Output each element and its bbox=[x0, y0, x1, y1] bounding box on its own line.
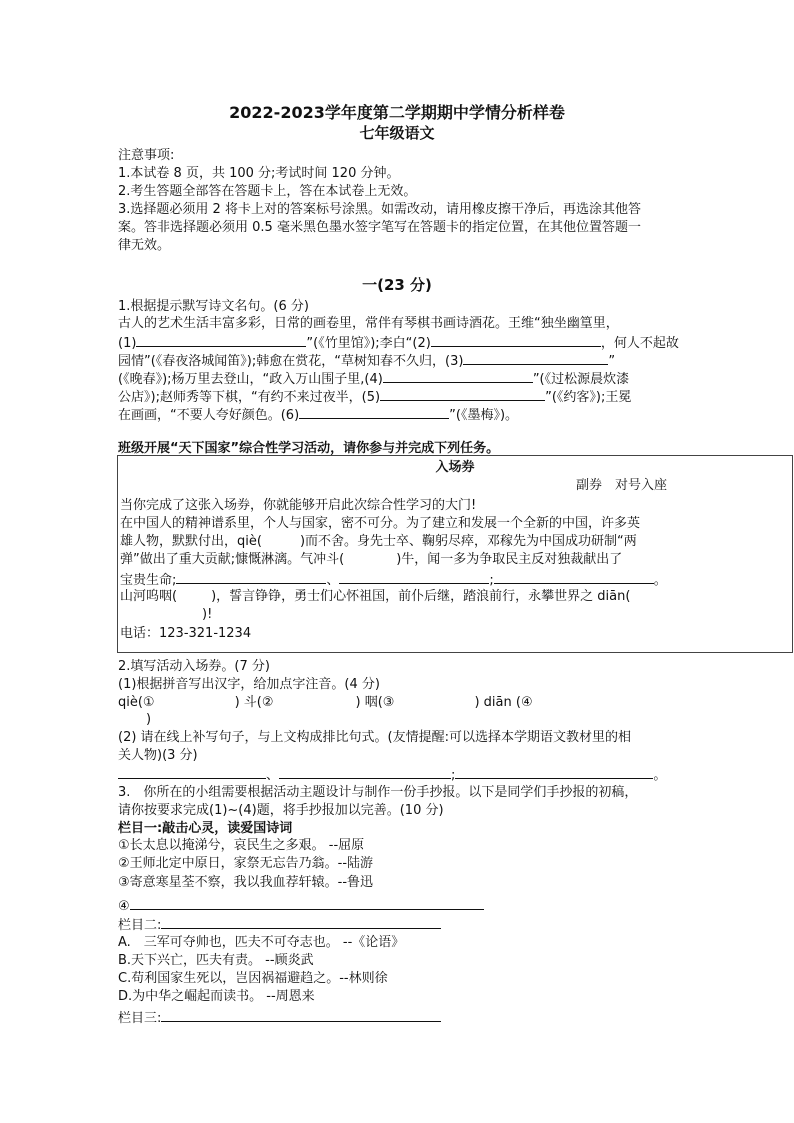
column-1-heading: 栏目一:敲击心灵，读爱国诗词 bbox=[118, 821, 293, 836]
ticket-blank-b[interactable] bbox=[339, 569, 489, 584]
q1-tail-2: ，何人不起故 bbox=[600, 336, 679, 351]
ticket-line-5-head: 宝贵生命; bbox=[120, 573, 177, 588]
q1-source-1: ”(《竹里馆》);李白“(2) bbox=[306, 336, 431, 351]
q1-para-1: 古人的艺术生活丰富多彩，日常的画卷里，常伴有琴棋书画诗酒花。王维“独坐幽篁里， bbox=[118, 316, 619, 331]
column-3-row bbox=[118, 1007, 441, 1028]
q1-tail-4: ”(《过松源晨炊漆 bbox=[532, 372, 630, 387]
poem-4-blank[interactable] bbox=[130, 895, 484, 910]
notes-line-3a: 3.选择题必须用 2 将卡上对的答案标号涂黑。如需改动，请用橡皮擦干净后，再选涂其他答 bbox=[118, 202, 641, 217]
quote-d: D.为中华之崛起而读书。 --周恩来 bbox=[118, 989, 315, 1004]
column-2-blank[interactable] bbox=[161, 914, 441, 929]
ticket-yan-label: 山河呜咽( bbox=[120, 589, 178, 604]
q1-tail-5: ”(《约客》);王冕 bbox=[545, 390, 632, 405]
q2-pinyin-close: ) bbox=[146, 712, 152, 727]
column-3-label: 栏目三: bbox=[118, 1011, 162, 1026]
quote-b: B.天下兴亡，匹夫有责。 --顾炎武 bbox=[118, 953, 314, 968]
poem-4-row bbox=[118, 895, 484, 916]
ticket-sep: 、 bbox=[326, 573, 340, 588]
q2-answer-blank-1[interactable] bbox=[118, 764, 266, 779]
q1-title: 1.根据提示默写诗文名句。(6 分) bbox=[118, 299, 309, 314]
ticket-line-4-tail: )牛，闻一多为争取民主反对独裁献出了 bbox=[396, 552, 623, 567]
quote-c: C.苟利国家生死以，岂因祸福避趋之。--林则徐 bbox=[118, 971, 388, 986]
q2-answer-semi: ; bbox=[451, 768, 456, 783]
poem-1: ①长太息以掩涕兮，哀民生之多艰。 --屈原 bbox=[118, 838, 365, 853]
poem-4-label: ④ bbox=[118, 899, 130, 914]
poem-3: ③寄意寒星荃不察，我以我血荐轩辕。--鲁迅 bbox=[118, 875, 374, 890]
q2-answer-row bbox=[118, 764, 666, 785]
ticket-stub: 副券 对号入座 bbox=[576, 478, 668, 493]
ticket-line-3 bbox=[120, 532, 637, 551]
q1-source-3: 园情”(《春夜洛城闻笛》);韩愈在赏花，“草树知春不久归，(3) bbox=[118, 354, 464, 369]
ticket-line-3-tail: )而不舍。身先士卒、鞠躬尽瘁，邓稼先为中国成功研制“两 bbox=[299, 534, 637, 549]
q1-source-4: (《晚春》);杨万里去登山，“政入万山围子里,(4) bbox=[118, 372, 383, 387]
column-3-blank[interactable] bbox=[161, 1007, 441, 1022]
q3-line-2: 请你按要求完成(1)~(4)题，将手抄报加以完善。(10 分) bbox=[118, 803, 444, 818]
admission-ticket bbox=[117, 455, 793, 653]
q2-pinyin-1: qiè(① bbox=[118, 695, 155, 710]
notes-heading: 注意事项: bbox=[118, 148, 175, 163]
q2-sub-1: (1)根据拼音写出汉字，给加点字注音。(4 分) bbox=[118, 677, 380, 692]
q2-pinyin-row bbox=[118, 693, 533, 712]
q2-pinyin-4: ) diān (④ bbox=[474, 695, 533, 710]
ticket-qie-label: 雄人物，默默付出，qiè( bbox=[120, 534, 262, 549]
ticket-line-2: 在中国人的精神谱系里，个人与国家，密不可分。为了建立和发展一个全新的中国，许多英 bbox=[120, 516, 641, 531]
q1-tail-6: ”(《墨梅》)。 bbox=[449, 408, 519, 423]
q1-source-5: 公店》);赵师秀等下棋，“有约不来过夜半，(5) bbox=[118, 390, 381, 405]
page-title: 2022-2023学年度第二学期期中学情分析样卷 bbox=[229, 103, 565, 122]
q1-blank-6[interactable] bbox=[299, 404, 449, 419]
ticket-line-4 bbox=[120, 550, 622, 569]
ticket-line-6-tail: )，誓言铮铮，勇士们心怀祖国，前仆后继，踏浪前行，永攀世界之 diān( bbox=[211, 589, 631, 604]
q1-quote-3: ” bbox=[608, 354, 616, 369]
ticket-blank-c[interactable] bbox=[494, 569, 654, 584]
ticket-title: 入场券 bbox=[435, 460, 475, 475]
q1-source-6: 在画画，“不要人夸好颜色。(6) bbox=[118, 408, 300, 423]
notes-line-2: 2.考生答题全部答在答题卡上，答在本试卷上无效。 bbox=[118, 184, 417, 199]
ticket-semi: ; bbox=[489, 573, 494, 588]
q2-sub-2a: (2) 请在线上补写句子，与上文构成排比句式。(友情提醒:可以选择本学期语文教材里的相 bbox=[118, 730, 631, 745]
column-2-label: 栏目二: bbox=[118, 918, 162, 933]
q1-blank-2[interactable] bbox=[431, 332, 601, 347]
q3-line-1: 3. 你所在的小组需要根据活动主题设计与制作一份手抄报。以下是同学们手抄报的初稿， bbox=[118, 785, 638, 800]
notes-line-3c: 律无效。 bbox=[118, 238, 171, 253]
ticket-end: 。 bbox=[653, 573, 667, 588]
q2-sub-2b: 关人物)(3 分) bbox=[118, 748, 198, 763]
q1-blank-5[interactable] bbox=[380, 386, 545, 401]
poem-2: ②王师北定中原日，家祭无忘告乃翁。--陆游 bbox=[118, 856, 374, 871]
q2-title: 2.填写活动入场券。(7 分) bbox=[118, 659, 270, 674]
task-heading: 班级开展“天下国家”综合性学习活动，请你参与并完成下列任务。 bbox=[118, 441, 500, 456]
ticket-blank-a[interactable] bbox=[176, 569, 326, 584]
section-heading: 一(23 分) bbox=[362, 276, 432, 294]
quote-a: A. 三军可夺帅也，匹夫不可夺志也。 --《论语》 bbox=[118, 935, 405, 950]
q2-answer-sep: 、 bbox=[266, 768, 280, 783]
q2-pinyin-3: ) 咽(③ bbox=[355, 695, 395, 710]
q1-blank-4[interactable] bbox=[383, 368, 533, 383]
ticket-dou-label: 弹”做出了重大贡献;慷慨淋漓。气冲斗( bbox=[120, 552, 345, 567]
q2-pinyin-2: ) 斗(② bbox=[234, 695, 274, 710]
q1-blank-1-label: (1) bbox=[118, 336, 137, 351]
q2-answer-blank-3[interactable] bbox=[455, 764, 653, 779]
ticket-line-6 bbox=[120, 587, 630, 606]
ticket-line-1: 当你完成了这张入场券，你就能够开启此次综合性学习的大门! bbox=[120, 498, 477, 513]
q1-blank-3[interactable] bbox=[463, 350, 608, 365]
q1-para-6 bbox=[118, 404, 518, 425]
q2-answer-end: 。 bbox=[653, 768, 667, 783]
column-2-row bbox=[118, 914, 441, 935]
notes-line-3b: 案。答非选择题必须用 0.5 毫米黑色墨水签字笔写在答题卡的指定位置，在其他位置答题一 bbox=[118, 220, 641, 235]
ticket-line-7: )! bbox=[202, 607, 213, 622]
page-subtitle: 七年级语文 bbox=[359, 124, 435, 142]
q2-answer-blank-2[interactable] bbox=[279, 764, 451, 779]
q1-blank-1[interactable] bbox=[136, 332, 306, 347]
ticket-phone: 电话：123-321-1234 bbox=[120, 626, 252, 641]
notes-line-1: 1.本试卷 8 页，共 100 分;考试时间 120 分钟。 bbox=[118, 166, 400, 181]
